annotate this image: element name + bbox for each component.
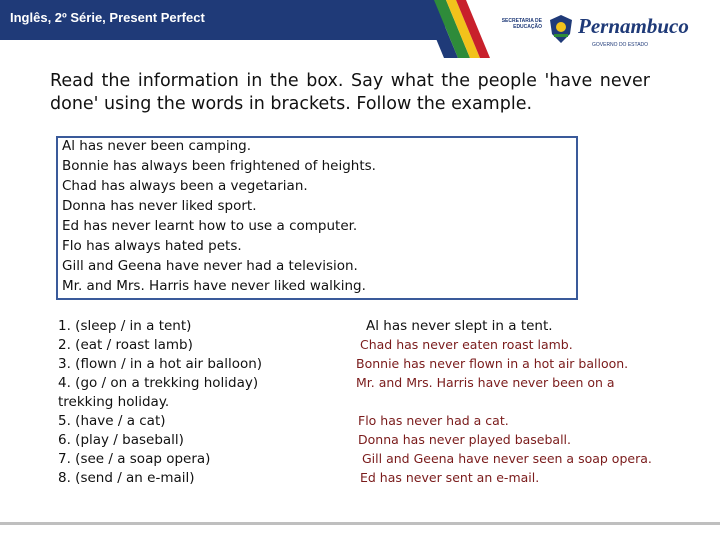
footer-divider: [0, 522, 720, 525]
governo-logo-subtext: GOVERNO DO ESTADO: [592, 42, 649, 48]
header-title: Inglês, 2º Série, Present Perfect: [10, 10, 205, 25]
exercise-prompt: 2. (eat / roast lamb): [58, 337, 193, 353]
exercise-answer: Mr. and Mrs. Harris have never been on a: [356, 375, 615, 390]
exercise-prompt: 1. (sleep / in a tent): [58, 318, 192, 334]
exercise-answer: Donna has never played baseball.: [358, 432, 572, 447]
exercise-answer: Ed has never sent an e-mail.: [360, 470, 540, 485]
box-line: Flo has always hated pets.: [62, 238, 242, 254]
exercise-prompt: 5. (have / a cat): [58, 413, 166, 429]
exercise-answer: Chad has never eaten roast lamb.: [360, 337, 573, 352]
exercise-prompt: 8. (send / an e-mail): [58, 470, 195, 486]
exercise-prompt: 6. (play / baseball): [58, 432, 184, 448]
decorative-stripes: [420, 0, 490, 58]
pernambuco-logo-text: Pernambuco: [578, 14, 689, 38]
header-bar: [0, 0, 720, 58]
exercise-answer: Flo has never had a cat.: [358, 413, 509, 428]
exercise-prompt: 3. (flown / in a hot air balloon): [58, 356, 263, 372]
exercise-answer: Gill and Geena have never seen a soap opera.: [362, 451, 652, 466]
box-line: Ed has never learnt how to use a computer.: [62, 218, 358, 234]
exercise-answer: Bonnie has never flown in a hot air balloon.: [356, 356, 629, 371]
exercise-answer-example: Al has never slept in a tent.: [366, 318, 553, 334]
secretaria-logo-text: SECRETARIA DE EDUCAÇÃO: [501, 18, 542, 30]
information-box: [56, 136, 578, 300]
exercise-prompt: 4. (go / on a trekking holiday): [58, 375, 259, 391]
box-line: Gill and Geena have never had a television.: [62, 258, 358, 274]
box-line: Bonnie has always been frightened of heights.: [62, 158, 376, 174]
box-line: Mr. and Mrs. Harris have never liked walking.: [62, 278, 366, 294]
box-line: Chad has always been a vegetarian.: [62, 178, 308, 194]
instruction-text: Read the information in the box. Say what the people 'have never done' using the words in brackets. Follow the example.: [50, 71, 650, 114]
box-line: Al has never been camping.: [62, 138, 252, 154]
exercise-prompt-continuation: trekking holiday.: [58, 394, 170, 410]
state-emblem-icon: [548, 14, 574, 44]
exercise-prompt: 7. (see / a soap opera): [58, 451, 211, 467]
box-line: Donna has never liked sport.: [62, 198, 257, 214]
